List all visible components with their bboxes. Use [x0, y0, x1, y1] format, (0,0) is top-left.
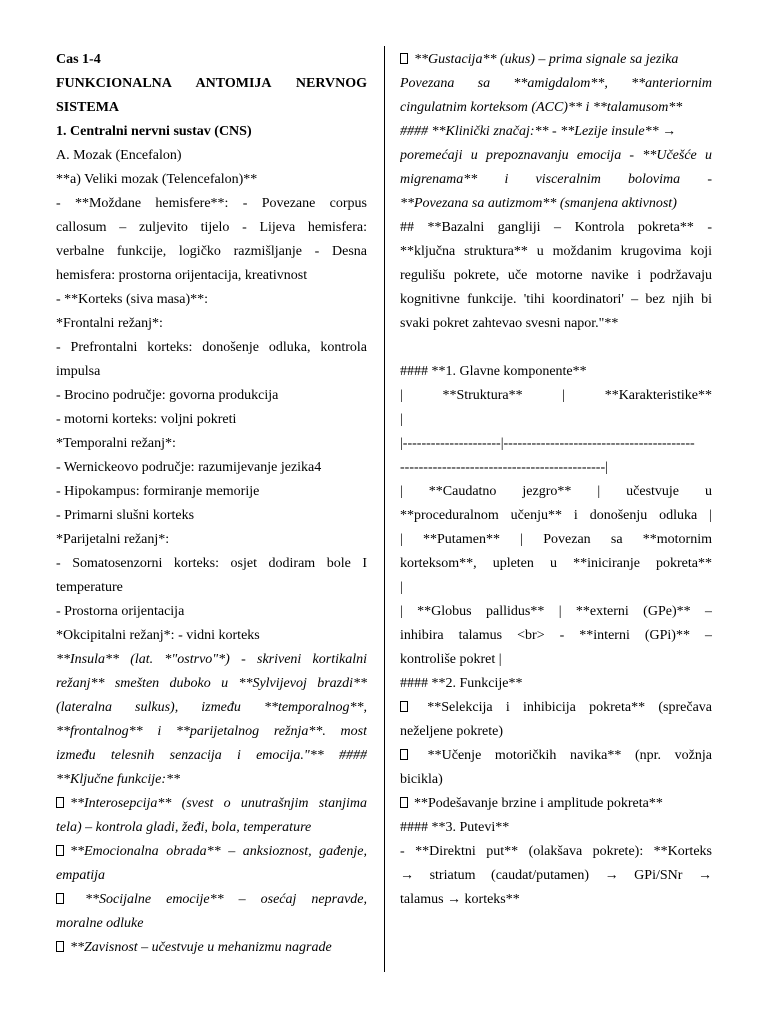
text-line: [400, 432, 712, 456]
text-line: [56, 600, 367, 624]
text-line: [56, 648, 367, 672]
text-line: [400, 336, 712, 360]
text-line: [400, 720, 712, 744]
line-text: talamus → korteks**: [400, 892, 520, 907]
line-text: poremećaji u prepoznavanju emocija - **Učešće u: [400, 148, 712, 163]
text-line: [56, 240, 367, 264]
text-line: [400, 624, 712, 648]
line-text: *Frontalni režanj*:: [56, 316, 163, 331]
line-text: kontroliše pokret |: [400, 652, 502, 667]
text-line: [56, 216, 367, 240]
text-line: [400, 408, 712, 432]
text-line: [56, 936, 367, 960]
line-text: (lateralna sulkus), između **temporalnog**,: [56, 700, 367, 715]
text-line: [400, 888, 712, 912]
line-text: **ključna struktura** u moždanim krugovima koji: [400, 244, 712, 259]
line-text: - Somatosenzorni korteks: osjet dodiram bole I: [56, 556, 367, 571]
line-text: **Zavisnost – učestvuje u mehanizmu nagrade: [70, 940, 332, 955]
text-line: [400, 600, 712, 624]
text-line: [56, 48, 367, 72]
line-text: **Ključne funkcije:**: [56, 772, 181, 787]
text-line: [56, 696, 367, 720]
line-text: - **Korteks (siva masa)**:: [56, 292, 209, 307]
text-line: [400, 48, 712, 72]
line-text: **Socijalne emocije** – osećaj nepravde,: [70, 892, 367, 907]
line-text: | **Struktura** | **Karakteristike**: [400, 388, 712, 403]
line-text: - Prefrontalni korteks: donošenje odluka, kontrola: [56, 340, 367, 355]
text-line: [400, 384, 712, 408]
line-text: **Emocionalna obrada** – anksioznost, gađenje,: [70, 844, 367, 859]
text-line: [56, 144, 367, 168]
text-line: [400, 552, 712, 576]
text-line: [56, 408, 367, 432]
text-line: [400, 240, 712, 264]
text-line: [56, 480, 367, 504]
line-text: **Podešavanje brzine i amplitude pokreta**: [414, 796, 663, 811]
bullet-box-icon: [56, 797, 64, 808]
text-line: [400, 816, 712, 840]
text-line: [56, 552, 367, 576]
line-text: SISTEMA: [56, 100, 120, 115]
text-line: [400, 792, 712, 816]
line-text: - Primarni slušni korteks: [56, 508, 195, 523]
line-text: migrenama** i visceralnim bolovima -: [400, 172, 712, 187]
line-text: bicikla): [400, 772, 443, 787]
text-line: [400, 192, 712, 216]
line-text: cingulatnim korteksom (ACC)** i **talamusom**: [400, 100, 683, 115]
line-text: neželjene pokrete): [400, 724, 503, 739]
text-line: [56, 912, 367, 936]
bullet-box-icon: [400, 797, 408, 808]
line-text: | **Putamen** | Povezan sa **motornim: [400, 532, 712, 547]
line-text: impulsa: [56, 364, 101, 379]
text-line: [56, 816, 367, 840]
text-line: [400, 768, 712, 792]
text-line: [400, 264, 712, 288]
bullet-box-icon: [56, 893, 64, 904]
text-line: [56, 72, 367, 96]
text-line: [56, 432, 367, 456]
text-line: [56, 720, 367, 744]
line-text: A. Mozak (Encefalon): [56, 148, 182, 163]
line-text: moralne odluke: [56, 916, 144, 931]
line-text: **a) Veliki mozak (Telencefalon)**: [56, 172, 258, 187]
text-line: [400, 504, 712, 528]
text-line: [400, 360, 712, 384]
text-line: [400, 744, 712, 768]
text-line: [400, 216, 712, 240]
line-text: **frontalnog** i **parijetalnog režnja**. most: [56, 724, 367, 739]
line-text: Cas 1-4: [56, 52, 101, 67]
line-text: → striatum (caudat/putamen) → GPi/SNr →: [400, 868, 712, 883]
text-line: [56, 264, 367, 288]
line-text: |: [400, 412, 403, 427]
line-text: - motorni korteks: voljni pokreti: [56, 412, 237, 427]
text-line: [400, 648, 712, 672]
text-line: [56, 312, 367, 336]
text-line: [56, 528, 367, 552]
text-line: [56, 384, 367, 408]
text-line: [400, 840, 712, 864]
line-text: #### **3. Putevi**: [400, 820, 510, 835]
line-text: 1. Centralni nervni sustav (CNS): [56, 124, 252, 139]
text-line: [400, 96, 712, 120]
line-text: - Hipokampus: formiranje memorije: [56, 484, 260, 499]
line-text: #### **1. Glavne komponente**: [400, 364, 587, 379]
text-line: [400, 576, 712, 600]
line-text: tela) – kontrola gladi, žeđi, bola, temperature: [56, 820, 312, 835]
line-text: hemisfera: prostorna orijentacija, kreativnost: [56, 268, 308, 283]
line-text: |---------------------|-----------------------------------------: [400, 436, 695, 451]
line-text: --------------------------------------------|: [400, 460, 608, 475]
line-text: - Brocino područje: govorna produkcija: [56, 388, 279, 403]
line-text: empatija: [56, 868, 105, 883]
line-text: **Selekcija i inhibicija pokreta** (sprečava: [414, 700, 712, 715]
text-line: [400, 144, 712, 168]
line-text: **Insula** (lat. *"ostrvo"*) - skriveni kortikalni: [56, 652, 367, 667]
text-line: [56, 288, 367, 312]
line-text: #### **Klinički značaj:** - **Lezije insule** →: [400, 124, 677, 139]
line-text: verbalne funkcije, logičko razmišljanje - Desna: [56, 244, 367, 259]
left-column: [56, 48, 367, 960]
text-line: [56, 96, 367, 120]
text-line: [56, 168, 367, 192]
text-line: [56, 504, 367, 528]
line-text: Povezana sa **amigdalom**, **anteriornim: [400, 76, 712, 91]
text-line: [400, 528, 712, 552]
text-line: [56, 624, 367, 648]
column-divider: [384, 46, 385, 972]
bullet-box-icon: [56, 845, 64, 856]
text-line: [400, 288, 712, 312]
text-line: [400, 864, 712, 888]
right-column: [400, 48, 712, 912]
line-text: - Prostorna orijentacija: [56, 604, 185, 619]
text-line: [400, 456, 712, 480]
line-text: - **Direktni put** (olakšava pokrete): **Korteks: [400, 844, 712, 859]
text-line: [400, 672, 712, 696]
text-line: [400, 480, 712, 504]
text-line: [56, 888, 367, 912]
line-text: kognitivne funkcije. 'tihi koordinatori' – bez njih bi: [400, 292, 712, 307]
text-line: [400, 312, 712, 336]
text-line: [56, 768, 367, 792]
line-text: između telesnih senzacija i emocija."** ####: [56, 748, 367, 763]
bullet-box-icon: [400, 701, 408, 712]
line-text: korteksom**, upleten u **iniciranje pokreta**: [400, 556, 712, 571]
line-text: *Okcipitalni režanj*: - vidni korteks: [56, 628, 260, 643]
bullet-box-icon: [400, 749, 408, 760]
text-line: [400, 72, 712, 96]
text-line: [400, 120, 712, 144]
text-line: [56, 840, 367, 864]
line-text: *Temporalni režanj*:: [56, 436, 176, 451]
line-text: *Parijetalni režanj*:: [56, 532, 170, 547]
text-line: [56, 360, 367, 384]
line-text: inhibira talamus <br> - **interni (GPi)** –: [400, 628, 712, 643]
line-text: regulišu pokrete, uče motorne navike i podržavaju: [400, 268, 712, 283]
text-line: [56, 456, 367, 480]
line-text: režanj** smešten duboko u **Sylvijevoj brazdi**: [56, 676, 367, 691]
text-line: [56, 336, 367, 360]
line-text: temperature: [56, 580, 123, 595]
line-text: **Interosepcija** (svest o unutrašnjim stanjima: [70, 796, 367, 811]
line-text: ## **Bazalni gangliji – Kontrola pokreta** -: [400, 220, 712, 235]
line-text: - Wernickeovo područje: razumijevanje jezika4: [56, 460, 322, 475]
text-line: [56, 576, 367, 600]
line-text: - **Moždane hemisfere**: - Povezane corpus: [56, 196, 367, 211]
line-text: **proceduralnom učenju** i donošenju odluka |: [400, 508, 712, 523]
text-line: [400, 696, 712, 720]
line-text: #### **2. Funkcije**: [400, 676, 523, 691]
line-text: **Povezana sa autizmom** (smanjena aktivnost): [400, 196, 677, 211]
bullet-box-icon: [56, 941, 64, 952]
bullet-box-icon: [400, 53, 408, 64]
line-text: | **Globus pallidus** | **externi (GPe)** –: [400, 604, 712, 619]
text-line: [56, 672, 367, 696]
line-text: FUNKCIONALNA ANTOMIJA NERVNOG: [56, 76, 367, 91]
line-text: |: [400, 580, 403, 595]
text-line: [56, 192, 367, 216]
text-line: [56, 744, 367, 768]
line-text: **Gustacija** (ukus) – prima signale sa jezika: [414, 52, 679, 67]
text-line: [56, 864, 367, 888]
text-line: [56, 120, 367, 144]
line-text: svaki pokret zahtevao svesni napor."**: [400, 316, 619, 331]
line-text: callosum – zuljevito tijelo - Lijeva hemisfera:: [56, 220, 367, 235]
line-text: **Učenje motoričkih navika** (npr. vožnja: [414, 748, 712, 763]
text-line: [56, 792, 367, 816]
line-text: | **Caudatno jezgro** | učestvuje u: [400, 484, 712, 499]
text-line: [400, 168, 712, 192]
